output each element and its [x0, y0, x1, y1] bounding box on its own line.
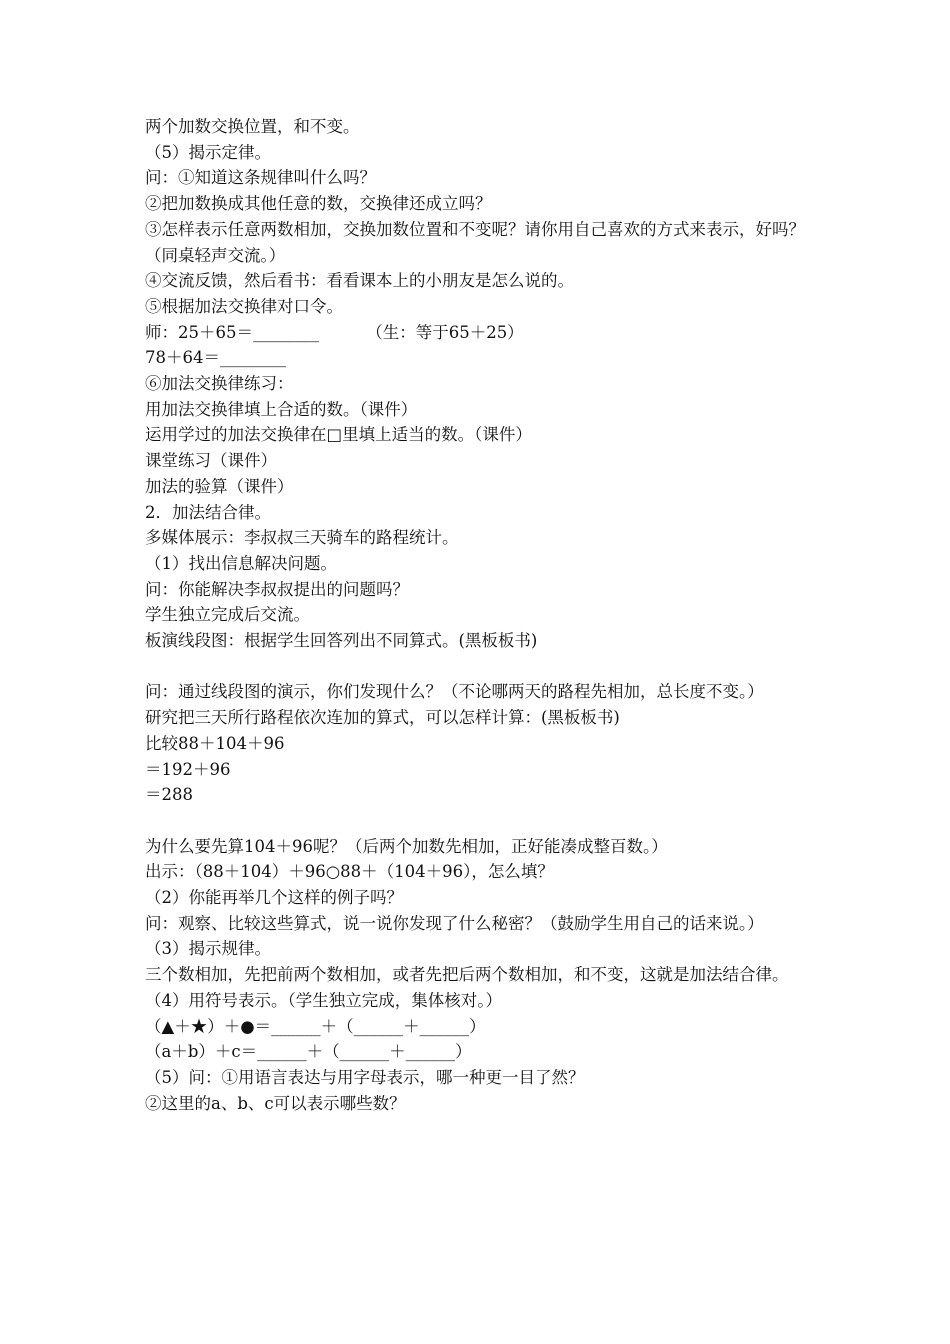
text-line: 课堂练习（课件） — [145, 451, 277, 471]
text-line: ③怎样表示任意两数相加，交换加数位置和不变呢？请你用自己喜欢的方式来表示，好吗？（同桌轻声交流。） — [145, 219, 805, 265]
text-line: 运用学过的加法交换律在□里填上适当的数。（课件） — [145, 425, 532, 445]
text-line: 研究把三天所行路程依次连加的算式，可以怎样计算：(黑板板书) — [145, 708, 620, 728]
text-line: ⑤根据加法交换律对口令。 — [145, 296, 343, 316]
text-line: 比较88＋104＋96 — [145, 733, 285, 753]
text-line: 加法的验算（课件） — [145, 476, 294, 496]
blank-line — [145, 654, 815, 680]
text-line: ＝288 — [145, 785, 193, 805]
text-line: 三个数相加，先把前两个数相加，或者先把后两个数相加，和不变，这就是加法结合律。 — [145, 965, 789, 985]
text-line: 2．加法结合律。 — [145, 502, 271, 522]
text-line: （▲＋★）＋●＝______＋（______＋______） — [145, 1016, 486, 1036]
text-line: ②这里的a、b、c可以表示哪些数？ — [145, 1093, 406, 1113]
text-line: 问：①知道这条规律叫什么吗？ — [145, 168, 376, 188]
text-line: 师：25＋65＝________ （生：等于65＋25） — [145, 322, 524, 342]
text-line: 为什么要先算104＋96呢？（后两个加数先相加，正好能凑成整百数。） — [145, 836, 668, 856]
text-line: 学生独立完成后交流。 — [145, 605, 310, 625]
text-line: 两个加数交换位置，和不变。 — [145, 117, 360, 136]
text-line: 78＋64＝________ — [145, 348, 286, 368]
text-line: 问：通过线段图的演示，你们发现什么？（不论哪两天的路程先相加，总长度不变。） — [145, 682, 764, 702]
text-line: （4）用符号表示。（学生独立完成，集体核对。） — [145, 990, 502, 1010]
text-line: 问：观察、比较这些算式，说一说你发现了什么秘密？（鼓励学生用自己的话来说。） — [145, 913, 764, 933]
text-line: （1）找出信息解决问题。 — [145, 553, 337, 573]
text-line: ⑥加法交换律练习： — [145, 374, 294, 394]
text-line: （a＋b）＋c＝______＋（______＋______） — [145, 1042, 472, 1062]
blank-line — [145, 808, 815, 834]
text-line: 问：你能解决李叔叔提出的问题吗？ — [145, 579, 409, 599]
text-line: ②把加数换成其他任意的数，交换律还成立吗？ — [145, 194, 492, 214]
text-line: （2）你能再举几个这样的例子吗？ — [145, 888, 403, 908]
text-line: （5）问：①用语言表达与用字母表示，哪一种更一目了然？ — [145, 1067, 585, 1087]
text-line: 多媒体展示：李叔叔三天骑车的路程统计。 — [145, 528, 459, 548]
text-line: 用加法交换律填上合适的数。（课件） — [145, 399, 418, 419]
text-line: 板演线段图：根据学生回答列出不同算式。(黑板板书) — [145, 631, 538, 651]
text-line: （3）揭示规律。 — [145, 939, 271, 959]
text-line: ＝192＋96 — [145, 759, 231, 779]
text-line: ④交流反馈，然后看书：看看课本上的小朋友是怎么说的。 — [145, 271, 574, 291]
text-line: 出示：（88＋104）＋96○88＋（104＋96），怎么填？ — [145, 862, 554, 882]
document-body — [145, 114, 815, 1116]
text-line: （5）揭示定律。 — [145, 142, 271, 162]
